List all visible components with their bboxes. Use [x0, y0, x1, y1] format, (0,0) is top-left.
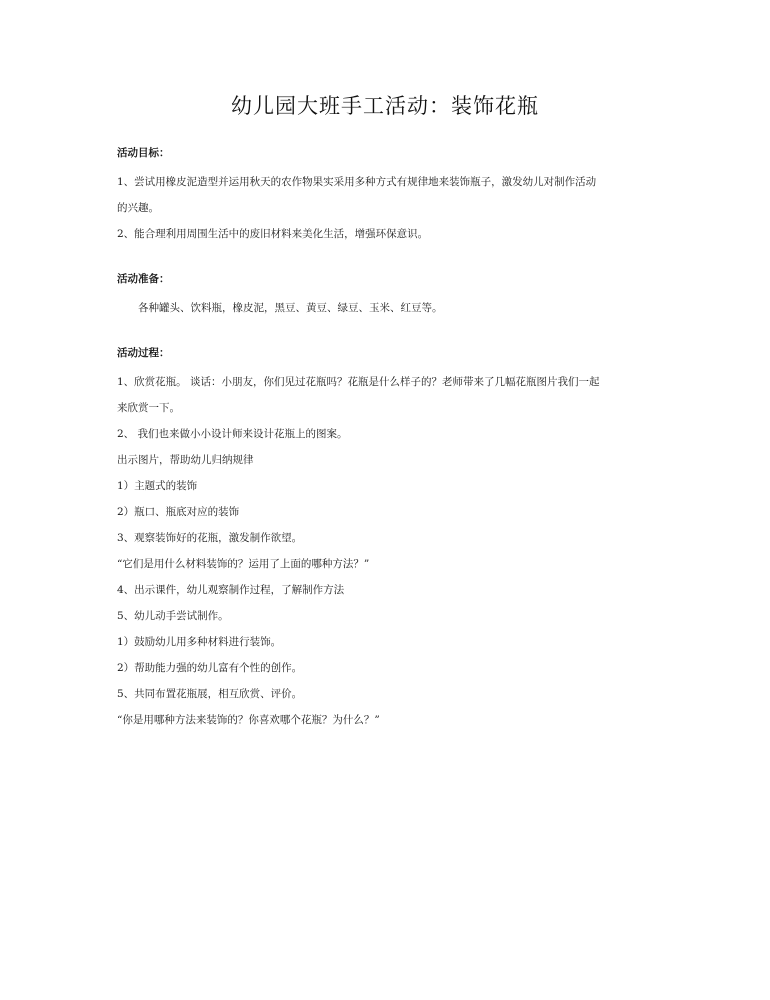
- prep-item-1: 各种罐头、饮料瓶，橡皮泥，黑豆、黄豆、绿豆、玉米、红豆等。: [138, 302, 443, 314]
- process-item-11: 2）帮助能力强的幼儿富有个性的创作。: [117, 662, 303, 674]
- process-item-12: 5、共同布置花瓶展，相互欣赏、评价。: [117, 688, 303, 700]
- goal-item-1: 1、尝试用橡皮泥造型并运用秋天的农作物果实采用多种方式有规律地来装饰瓶子，激发幼儿对制作活动: [117, 176, 597, 188]
- process-item-2: 2、 我们也来做小小设计师来设计花瓶上的图案。: [117, 428, 348, 440]
- process-item-1: 1、欣赏花瓶。 谈话：小朋友，你们见过花瓶吗？花瓶是什么样子的？老师带来了几幅花瓶图片我们一起: [117, 376, 600, 388]
- process-item-3: 出示图片，帮助幼儿归纳规律: [117, 454, 254, 466]
- goal-item-1-cont: 的兴趣。: [117, 202, 159, 214]
- document-title: 幼儿园大班手工活动：装饰花瓶: [231, 94, 539, 118]
- process-item-1-cont: 来欣赏一下。: [117, 402, 180, 414]
- section-heading-prep: 活动准备：: [117, 273, 170, 285]
- process-item-9: 5、幼儿动手尝试制作。: [117, 610, 229, 622]
- process-item-10: 1）鼓励幼儿用多种材料进行装饰。: [117, 636, 282, 648]
- document-body: [117, 143, 662, 733]
- section-heading-goal: 活动目标：: [117, 147, 170, 159]
- goal-item-2: 2、能合理利用周围生活中的废旧材料来美化生活，增强环保意识。: [117, 228, 429, 240]
- process-item-5: 2）瓶口、瓶底对应的装饰: [117, 506, 240, 518]
- process-item-8: 4、出示课件，幼儿观察制作过程，了解制作方法: [117, 584, 345, 596]
- process-item-7: “它们是用什么材料装饰的？运用了上面的哪种方法？”: [117, 558, 370, 570]
- section-heading-process: 活动过程：: [117, 347, 170, 359]
- process-item-4: 1）主题式的装饰: [117, 480, 198, 492]
- process-item-6: 3、观察装饰好的花瓶，激发制作欲望。: [117, 532, 303, 544]
- process-item-13: “你是用哪种方法来装饰的？你喜欢哪个花瓶？为什么？”: [117, 714, 380, 726]
